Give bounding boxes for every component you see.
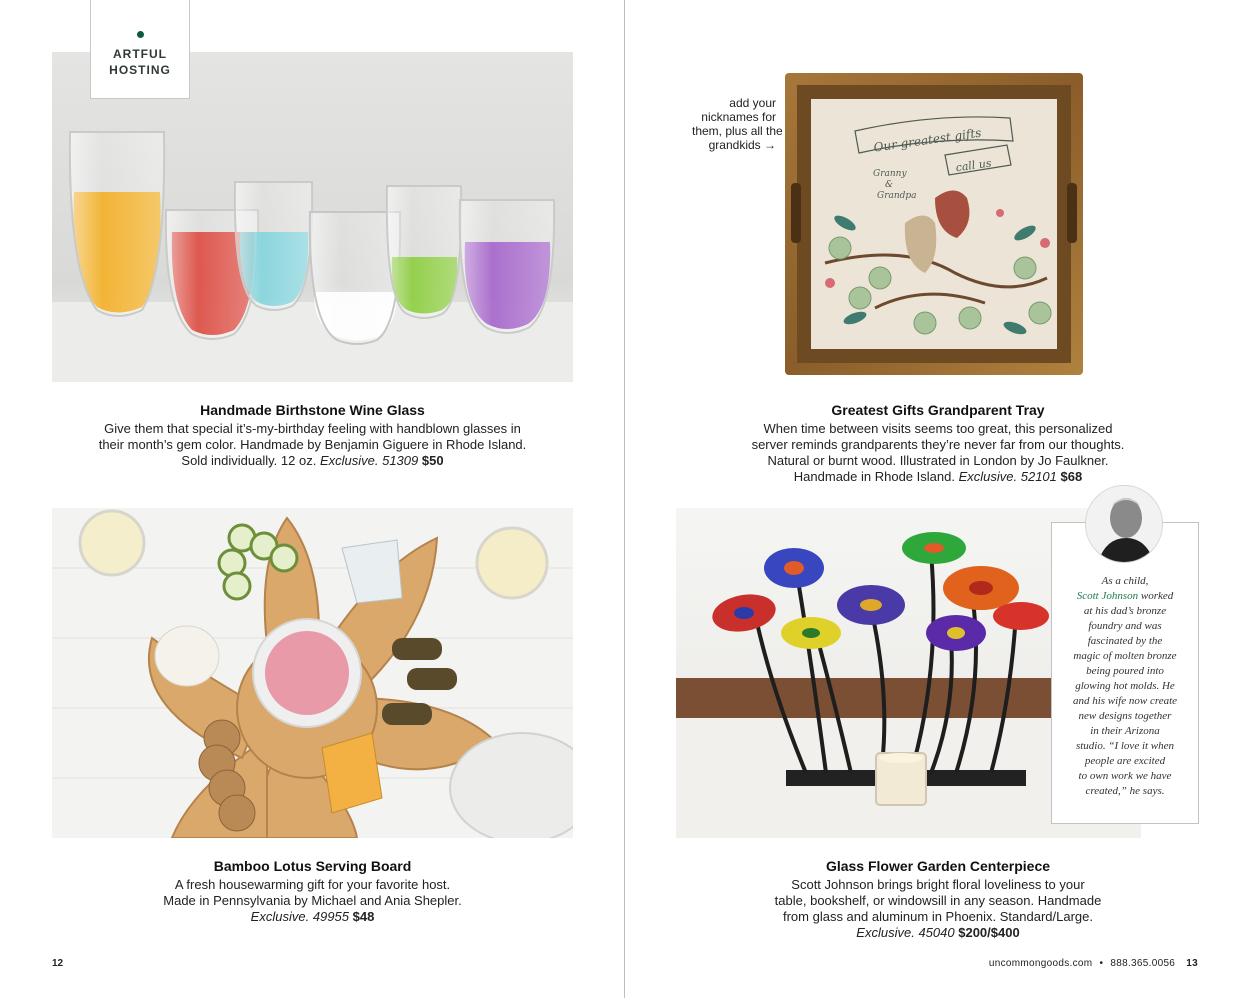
tray-names-text: & bbox=[885, 180, 894, 190]
artist-name: Scott Johnson bbox=[1076, 590, 1139, 602]
tray-names-text: Granny bbox=[873, 169, 907, 179]
serving-board-photo bbox=[52, 508, 573, 838]
product-desc-line: Made in Pennsylvania by Michael and Ania Shepler. bbox=[163, 893, 462, 908]
footer-contact bbox=[989, 958, 1198, 969]
quote-line: glowing hot molds. He bbox=[1075, 680, 1175, 692]
footer-phone: 888.365.0056 bbox=[1110, 958, 1176, 969]
product-desc-line: A fresh housewarming gift for your favorite host. bbox=[174, 877, 451, 892]
quote-line: fascinated by the bbox=[1087, 635, 1163, 647]
annotation-line: grandkids → bbox=[708, 138, 776, 152]
footer-separator: • bbox=[1099, 958, 1104, 969]
tray-annotation bbox=[692, 96, 783, 152]
tray-banner-text: call us bbox=[954, 156, 993, 175]
product-price: $50 bbox=[421, 453, 444, 468]
section-tag-artful-hosting bbox=[90, 0, 190, 99]
quote-line: to own work we have bbox=[1078, 770, 1172, 782]
product-title: Handmade Birthstone Wine Glass bbox=[200, 402, 425, 418]
annotation-line: them, plus all the bbox=[692, 124, 783, 138]
grandparent-tray-photo bbox=[785, 73, 1083, 375]
quote-line: being poured into bbox=[1086, 665, 1164, 677]
wine-glass-caption bbox=[52, 401, 573, 469]
product-desc-line bbox=[676, 925, 1200, 941]
page-number-left: 12 bbox=[52, 958, 64, 969]
quote-line bbox=[1058, 589, 1192, 604]
exclusive-label: Exclusive. bbox=[250, 909, 310, 924]
footer-website-link[interactable]: uncommongoods.com bbox=[988, 958, 1093, 969]
product-desc-line: from glass and aluminum in Phoenix. Standard/Large. bbox=[782, 909, 1093, 924]
page-number-right: 13 bbox=[1186, 958, 1198, 969]
glass-flower-caption bbox=[676, 857, 1200, 941]
annotation-line: add your bbox=[729, 96, 776, 110]
quote-line: at his dad’s bronze bbox=[1083, 605, 1167, 617]
page-gutter bbox=[624, 0, 625, 998]
product-desc-line: their month’s gem color. Handmade by Benjamin Giguere in Rhode Island. bbox=[98, 437, 527, 452]
quote-line: magic of molten bronze bbox=[1073, 650, 1177, 662]
product-desc-line: table, bookshelf, or windowsill in any season. Handmade bbox=[774, 893, 1102, 908]
quote-line: new designs together bbox=[1078, 710, 1172, 722]
product-desc-line bbox=[52, 453, 573, 469]
section-tag-line2: HOSTING bbox=[109, 63, 171, 77]
product-desc-line: When time between visits seems too great, this personalized bbox=[763, 421, 1113, 436]
product-price: $48 bbox=[352, 909, 375, 924]
quote-line: and his wife now create bbox=[1072, 695, 1178, 707]
product-title: Greatest Gifts Grandparent Tray bbox=[831, 402, 1045, 418]
product-title: Glass Flower Garden Centerpiece bbox=[825, 858, 1051, 874]
product-desc-line bbox=[52, 909, 573, 925]
item-number: 51309 bbox=[382, 453, 419, 468]
item-number: 49955 bbox=[312, 909, 349, 924]
quote-line: studio. “I love it when bbox=[1075, 740, 1175, 752]
item-number: 52101 bbox=[1020, 469, 1057, 484]
section-tag-line1: ARTFUL bbox=[113, 47, 167, 61]
product-title: Bamboo Lotus Serving Board bbox=[213, 858, 412, 874]
product-price: $200/$400 bbox=[958, 925, 1020, 940]
product-desc-line: Give them that special it’s-my-birthday feeling with handblown glasses in bbox=[104, 421, 521, 436]
exclusive-label: Exclusive. bbox=[856, 925, 915, 940]
tray-banner-text: Our greatest gifts bbox=[872, 125, 983, 155]
product-desc-line bbox=[676, 469, 1200, 485]
grandparent-tray-caption bbox=[676, 401, 1200, 485]
quote-line-tail: worked bbox=[1138, 590, 1174, 602]
quote-line: created,” he says. bbox=[1085, 785, 1165, 797]
quote-line: As a child, bbox=[1101, 575, 1149, 587]
product-price: $68 bbox=[1060, 469, 1083, 484]
product-desc-last: Handmade in Rhode Island. bbox=[793, 469, 955, 484]
item-number: 45040 bbox=[918, 925, 955, 940]
product-desc-last: Sold individually. 12 oz. bbox=[181, 453, 317, 468]
section-dot-icon bbox=[137, 31, 144, 38]
wine-glass-photo bbox=[52, 52, 573, 382]
exclusive-label: Exclusive. bbox=[319, 453, 379, 468]
product-desc-line: Scott Johnson brings bright floral loveliness to your bbox=[791, 877, 1085, 892]
artist-avatar bbox=[1085, 485, 1163, 563]
tray-names-text: Grandpa bbox=[877, 191, 917, 201]
quote-line: foundry and was bbox=[1088, 620, 1162, 632]
artist-quote-text bbox=[1058, 574, 1192, 799]
annotation-line: nicknames for bbox=[701, 110, 776, 124]
product-desc-line: Natural or burnt wood. Illustrated in London by Jo Faulkner. bbox=[767, 453, 1109, 468]
quote-line: people are excited bbox=[1084, 755, 1166, 767]
product-desc-line: server reminds grandparents they’re never far from our thoughts. bbox=[751, 437, 1125, 452]
exclusive-label: Exclusive. bbox=[958, 469, 1018, 484]
quote-line: in their Arizona bbox=[1090, 725, 1160, 737]
serving-board-caption bbox=[52, 857, 573, 925]
